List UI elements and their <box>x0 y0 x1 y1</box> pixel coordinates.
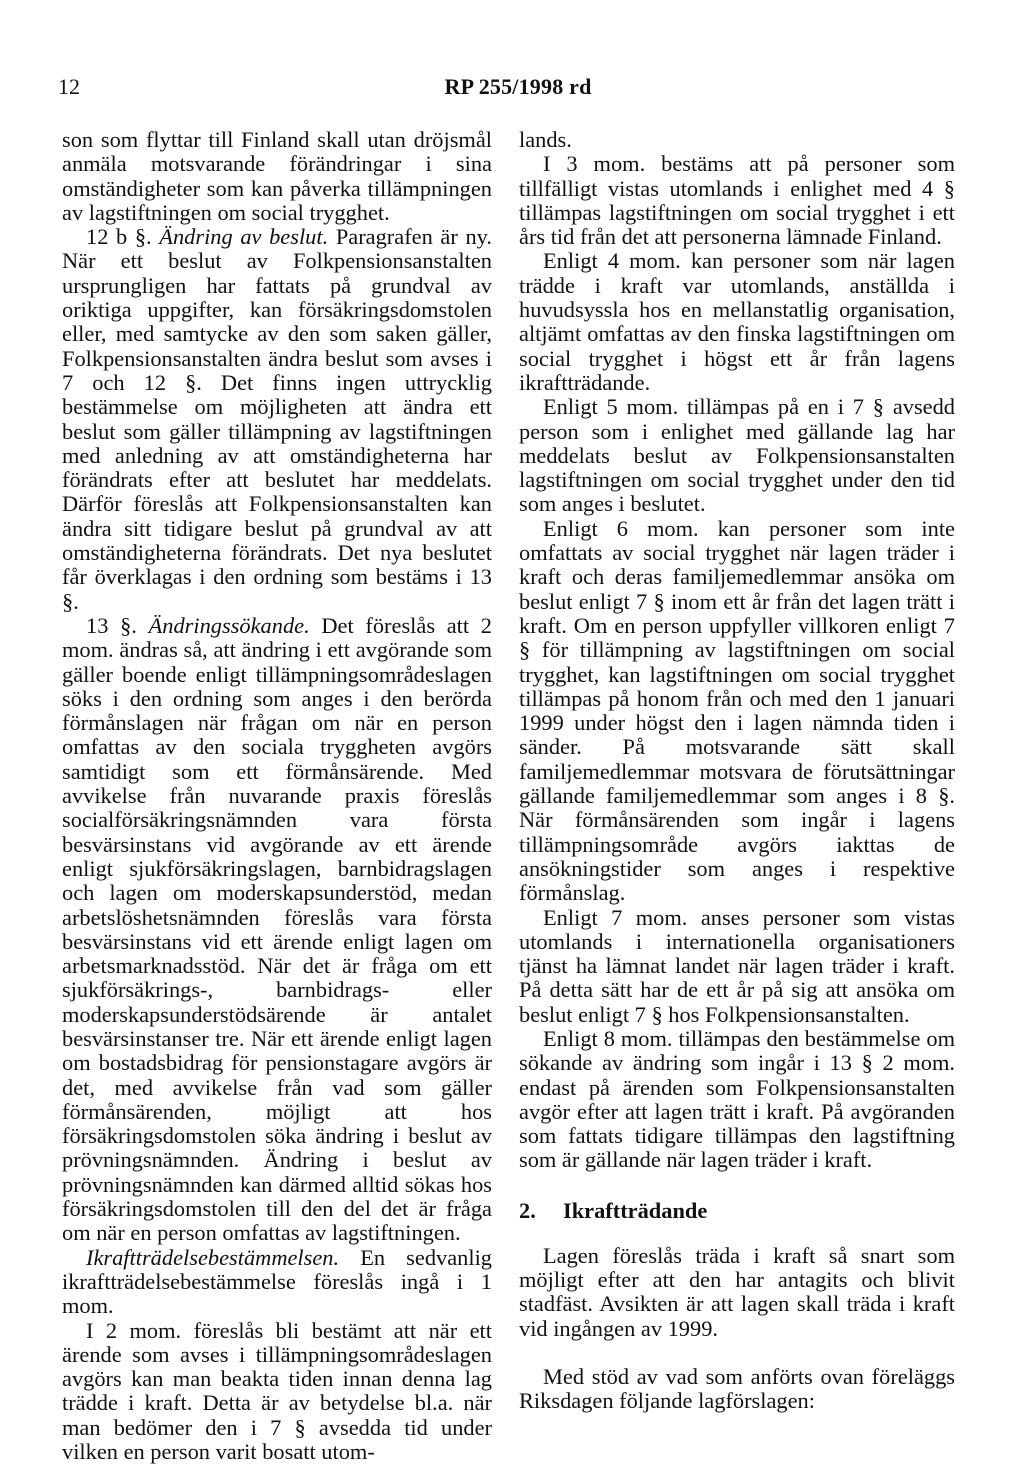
paragraph-section-12b <box>62 225 492 614</box>
paragraph-section-13 <box>62 614 492 1246</box>
heading-number: 2. <box>519 1197 536 1223</box>
section-title: Ändring av beslut. <box>159 224 329 250</box>
document-reference: RP 255/1998 rd <box>444 74 592 99</box>
paragraph: Enligt 7 mom. anses personer som vistas utomlands i internationella organisationers tjänst ha lämnat landet när lagen träder i kraft. På detta sätt har de ett år på sig att ansöka om beslut enligt 7 § hos Folkpensionsanstalten. <box>519 904 955 1027</box>
section-body: En sedvanlig ikraftträdelsebestämmelse föreslås ingå i 1 mom. <box>62 1244 492 1319</box>
section-number: 13 §. <box>86 612 137 638</box>
section-number: 12 b §. <box>86 224 152 250</box>
paragraph: I 2 mom. föreslås bli bestämt att när ett ärende som avses i tillämpningsområdeslagen avgörs kan man beakta tiden innan denna lag trädde i kraft. Detta är av betydelse bl.a. när man bedömer den i 7 § avsedda tid under vilken en person varit bosatt utom- <box>62 1317 492 1465</box>
right-column <box>519 128 955 1414</box>
paragraph: lands. <box>519 127 572 152</box>
page-header <box>58 74 978 104</box>
paragraph: son som flyttar till Finland skall utan dröjsmål anmäla motsvarande förändringar i sina omständigheter som kan påverka tillämpningen av lagstiftningen om social trygghet. <box>62 127 492 225</box>
left-column <box>62 128 492 1464</box>
page-number: 12 <box>58 74 80 99</box>
paragraph-entry-into-force-provision <box>62 1246 492 1319</box>
paragraph: Enligt 4 mom. kan personer som när lagen trädde i kraft var utomlands, anställda i huvudsyssla hos en mellanstatlig organisation, altjämt omfattas av den finska lagstiftningen om social trygghet i högst ett år från lagens ikraftträdande. <box>519 248 955 395</box>
section-body: Paragrafen är ny. När ett beslut av Folkpensionsanstalten ursprungligen har fattats på grundval av oriktiga uppgifter, kan försäkringsdomstolen eller, med samtycke av den som saken gäller, Folkpensionsanstalten ändra beslut som avses i 7 och 12 §. Det finns ingen uttrycklig bestämmelse om möjligheten att ändra ett beslut som gäller tillämpning av lagstiftningen med anledning av att omständigheterna har förändrats efter att beslutet har meddelats. Därför föreslås att Folkpensionsanstalten kan ändra sitt tidigare beslut på grundval av att omständigheterna förändrats. Det nya beslutet får överklagas i den ordning som bestäms i 13 §. <box>62 224 492 614</box>
paragraph: Enligt 8 mom. tillämpas den bestämmelse om sökande av ändring som ingår i 13 § 2 mom. endast på ärenden som Folkpensionsanstalten avgör efter att lagen trätt i kraft. På avgöranden som fattats tidigare tillämpas den lagstiftning som är gällande när lagen träder i kraft. <box>519 1025 955 1173</box>
section-heading <box>519 1199 955 1223</box>
paragraph: Enligt 6 mom. kan personer som inte omfattats av social trygghet när lagen träder i kraft och deras familjemedlemmar ansöka om beslut enligt 7 § inom ett år från det lagen trätt i kraft. Om en person uppfyller villkoren enligt 7 § för tillämpning av lagstiftningen om social trygghet, kan lagstiftningen om social trygghet tillämpas på honom från och med den 1 januari 1999 under högst den i lagen nämnda tiden i sänder. På motsvarande sätt skall familjemedlemmar motsvara de förutsättningar gällande familjemedlemmar som anges i 8 §. När förmånsärenden som ingår i lagens tillämpningsområde avgörs iakttas de ansökningstider som anges i respektive förmånslag. <box>519 515 955 906</box>
paragraph: Med stöd av vad som anförts ovan föreläggs Riksdagen följande lagförslagen: <box>519 1363 955 1414</box>
paragraph: Lagen föreslås träda i kraft så snart som möjligt efter att den har antagits och blivit stadfäst. Avsikten är att lagen skall träda i kraft vid ingången av 1999. <box>519 1242 955 1341</box>
section-title: Ändringssökande. <box>148 612 310 638</box>
paragraph: I 3 mom. bestäms att på personer som tillfälligt vistas utomlands i enlighet med 4 § tillämpas lagstiftningen om social trygghet i ett års tid från det att personerna lämnade Finland. <box>519 151 955 250</box>
section-title: Ikraftträdelsebestämmelsen. <box>86 1244 340 1270</box>
heading-text: Ikraftträdande <box>563 1197 708 1223</box>
paragraph: Enligt 5 mom. tillämpas på en i 7 § avsedd person som i enlighet med gällande lag har meddelats beslut av Folkpensionsanstalten lagstiftningen om social trygghet under den tid som anges i beslutet. <box>519 394 955 517</box>
section-body: Det föreslås att 2 mom. ändras så, att ändring i ett avgörande som gäller boende enligt tillämpningsområdeslagen söks i den ordning som anges i den berörda förmånslagen när frågan om när en person omfattas av den sociala tryggheten avgörs samtidigt som ett förmånsärende. Med avvikelse från nuvarande praxis föreslås socialförsäkringsnämnden vara första besvärsinstans vid avgörande av ett ärende enligt sjukförsäkringslagen, barnbidragslagen och lagen om moderskapsunderstöd, medan arbetslöshetsnämnden föreslås vara första besvärsinstans vid ett ärende enligt lagen om arbetsmarknadsstöd. När det är fråga om ett sjukförsäkrings-, barnbidrags- eller moderskapsunderstödsärende är antalet besvärsinstanser tre. När ett ärende enligt lagen om bostadsbidrag för pensionstagare avgörs är det, med avvikelse från vad som gäller förmånsärenden, möjligt att hos försäkringsdomstolen söka ändring i beslut av prövningsnämnden. Ändring i beslut av prövningsnämnden kan därmed alltid sökas hos försäkringsdomstolen till den del det är fråga om när en person omfattas av lagstiftningen. <box>62 612 492 1246</box>
